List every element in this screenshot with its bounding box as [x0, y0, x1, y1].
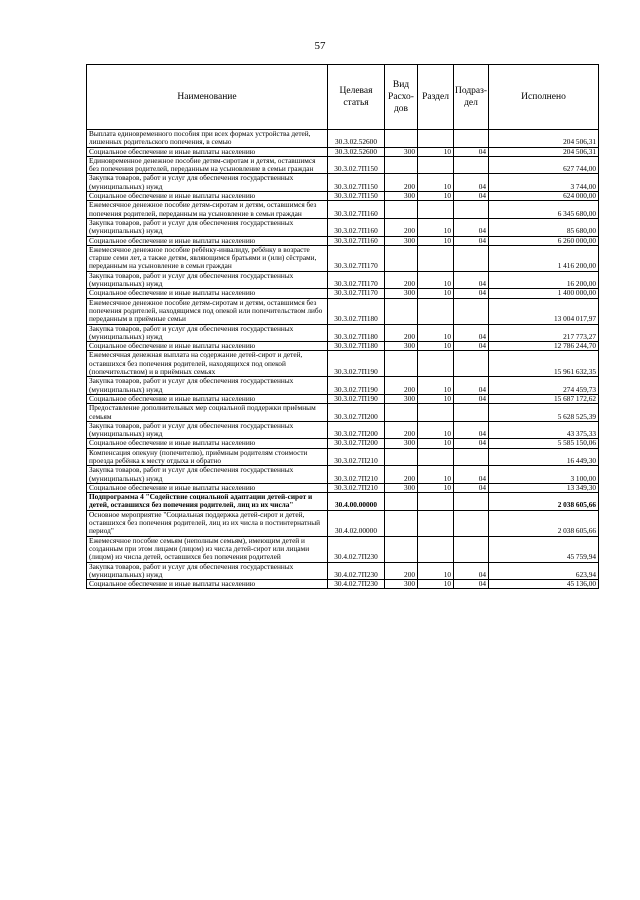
- cell-subsection: [454, 298, 489, 324]
- cell-target-article: 30.4.02.7П230: [328, 580, 385, 589]
- cell-expense-type: [385, 245, 418, 271]
- cell-target-article: 30.3.02.7П190: [328, 394, 385, 403]
- table-row: [87, 130, 599, 148]
- cell-target-article: 30.3.02.7П150: [328, 174, 385, 192]
- cell-executed: 45 759,94: [489, 536, 599, 562]
- cell-expense-type: 300: [385, 147, 418, 156]
- cell-section: 10: [418, 394, 454, 403]
- cell-section: [418, 351, 454, 377]
- table-row: [87, 377, 599, 395]
- table-row: [87, 218, 599, 236]
- cell-subsection: 04: [454, 236, 489, 245]
- table-row: [87, 404, 599, 422]
- cell-expense-type: [385, 510, 418, 536]
- cell-target-article: 30.3.02.7П180: [328, 342, 385, 351]
- cell-target-article: 30.3.02.7П190: [328, 351, 385, 377]
- cell-expense-type: 200: [385, 174, 418, 192]
- table-body: [87, 130, 599, 589]
- cell-executed: 5 585 150,06: [489, 439, 599, 448]
- cell-name: Единовременное денежное пособие детям-сиротам и детям, оставшимся без попечения родителей, переданным на усыновление в семьи граждан: [87, 156, 328, 174]
- cell-target-article: 30.4.02.7П230: [328, 536, 385, 562]
- cell-subsection: 04: [454, 289, 489, 298]
- cell-subsection: 04: [454, 147, 489, 156]
- cell-expense-type: [385, 156, 418, 174]
- cell-name: Закупка товаров, работ и услуг для обеспечения государственных (муниципальных) нужд: [87, 271, 328, 289]
- cell-section: [418, 510, 454, 536]
- table-row: [87, 351, 599, 377]
- cell-executed: 13 004 017,97: [489, 298, 599, 324]
- cell-expense-type: 200: [385, 377, 418, 395]
- cell-section: 10: [418, 289, 454, 298]
- header-subsection: Подраз-дел: [454, 65, 489, 130]
- cell-target-article: 30.3.02.7П170: [328, 271, 385, 289]
- cell-name: Закупка товаров, работ и услуг для обеспечения государственных (муниципальных) нужд: [87, 562, 328, 580]
- table-row: [87, 421, 599, 439]
- cell-target-article: 30.3.02.7П200: [328, 404, 385, 422]
- cell-subsection: 04: [454, 562, 489, 580]
- cell-executed: 3 744,00: [489, 174, 599, 192]
- cell-name: Закупка товаров, работ и услуг для обеспечения государственных (муниципальных) нужд: [87, 466, 328, 484]
- cell-name: Закупка товаров, работ и услуг для обеспечения государственных (муниципальных) нужд: [87, 377, 328, 395]
- cell-executed: 12 786 244,70: [489, 342, 599, 351]
- table-row: [87, 271, 599, 289]
- cell-expense-type: 200: [385, 421, 418, 439]
- header-target-article: Целевая статья: [328, 65, 385, 130]
- cell-subsection: 04: [454, 421, 489, 439]
- cell-expense-type: 300: [385, 342, 418, 351]
- cell-executed: 274 459,73: [489, 377, 599, 395]
- cell-section: [418, 156, 454, 174]
- cell-expense-type: 300: [385, 394, 418, 403]
- cell-name: Выплата единовременного пособия при всех формах устройства детей, лишенных родительского попечения, в семью: [87, 130, 328, 148]
- cell-section: [418, 130, 454, 148]
- cell-name: Социальное обеспечение и иные выплаты населению: [87, 236, 328, 245]
- cell-subsection: 04: [454, 174, 489, 192]
- cell-target-article: 30.3.02.7П200: [328, 439, 385, 448]
- cell-executed: 627 744,00: [489, 156, 599, 174]
- cell-subsection: [454, 156, 489, 174]
- table-row: [87, 324, 599, 342]
- cell-section: [418, 536, 454, 562]
- table-row: [87, 493, 599, 511]
- cell-name: Предоставление дополнительных мер социальной поддержки приёмным семьям: [87, 404, 328, 422]
- cell-section: 10: [418, 218, 454, 236]
- cell-expense-type: 300: [385, 439, 418, 448]
- cell-section: 10: [418, 324, 454, 342]
- cell-executed: 5 628 525,39: [489, 404, 599, 422]
- cell-section: [418, 245, 454, 271]
- cell-expense-type: 300: [385, 192, 418, 201]
- cell-name: Закупка товаров, работ и услуг для обеспечения государственных (муниципальных) нужд: [87, 218, 328, 236]
- cell-expense-type: 300: [385, 580, 418, 589]
- budget-execution-table: [86, 64, 599, 589]
- cell-section: 10: [418, 192, 454, 201]
- cell-section: [418, 493, 454, 511]
- header-expense-type: Вид Расхо-дов: [385, 65, 418, 130]
- cell-executed: 85 680,00: [489, 218, 599, 236]
- cell-subsection: [454, 404, 489, 422]
- cell-expense-type: [385, 448, 418, 466]
- table-row: [87, 536, 599, 562]
- table-row: [87, 245, 599, 271]
- cell-target-article: 30.3.02.7П210: [328, 466, 385, 484]
- cell-target-article: 30.3.02.7П150: [328, 156, 385, 174]
- cell-executed: 16 449,30: [489, 448, 599, 466]
- cell-executed: 6 260 000,00: [489, 236, 599, 245]
- cell-section: [418, 298, 454, 324]
- cell-name: Основное мероприятие "Социальная поддержка детей-сирот и детей, оставшихся без попечения родителей, лиц из их числа в постинтернатный период": [87, 510, 328, 536]
- cell-subsection: 04: [454, 377, 489, 395]
- cell-executed: 16 200,00: [489, 271, 599, 289]
- cell-name: Социальное обеспечение и иные выплаты населению: [87, 394, 328, 403]
- cell-executed: 15 961 632,35: [489, 351, 599, 377]
- cell-name: Социальное обеспечение и иные выплаты населению: [87, 147, 328, 156]
- cell-target-article: 30.3.02.7П190: [328, 377, 385, 395]
- cell-subsection: [454, 493, 489, 511]
- cell-target-article: 30.3.02.7П170: [328, 245, 385, 271]
- cell-expense-type: 200: [385, 271, 418, 289]
- cell-target-article: 30.3.02.7П160: [328, 236, 385, 245]
- cell-executed: 217 773,27: [489, 324, 599, 342]
- cell-subsection: 04: [454, 394, 489, 403]
- cell-subsection: 04: [454, 439, 489, 448]
- cell-executed: 2 038 605,66: [489, 493, 599, 511]
- cell-executed: 204 506,31: [489, 147, 599, 156]
- cell-target-article: 30.3.02.52600: [328, 130, 385, 148]
- cell-subsection: [454, 448, 489, 466]
- table-row: [87, 289, 599, 298]
- cell-section: [418, 404, 454, 422]
- table-row: [87, 147, 599, 156]
- cell-expense-type: 300: [385, 289, 418, 298]
- table-row: [87, 236, 599, 245]
- cell-name: Ежемесячное пособие семьям (неполным семьям), имеющим детей и созданным при этом лицами (лицом) из числа детей-сирот или лицами (лицом) из числа детей, оставшихся без попечения родителей: [87, 536, 328, 562]
- cell-target-article: 30.3.02.52600: [328, 147, 385, 156]
- cell-target-article: 30.3.02.7П160: [328, 218, 385, 236]
- table-row: [87, 466, 599, 484]
- cell-name: Закупка товаров, работ и услуг для обеспечения государственных (муниципальных) нужд: [87, 174, 328, 192]
- cell-name: Социальное обеспечение и иные выплаты населению: [87, 483, 328, 492]
- cell-name: Закупка товаров, работ и услуг для обеспечения государственных (муниципальных) нужд: [87, 421, 328, 439]
- cell-executed: 6 345 680,00: [489, 201, 599, 219]
- cell-expense-type: [385, 130, 418, 148]
- table-row: [87, 448, 599, 466]
- cell-section: 10: [418, 421, 454, 439]
- cell-target-article: 30.3.02.7П210: [328, 448, 385, 466]
- cell-section: 10: [418, 342, 454, 351]
- cell-subsection: 04: [454, 324, 489, 342]
- cell-target-article: 30.3.02.7П160: [328, 201, 385, 219]
- cell-expense-type: [385, 298, 418, 324]
- cell-target-article: 30.4.00.00000: [328, 493, 385, 511]
- cell-section: 10: [418, 174, 454, 192]
- cell-section: 10: [418, 439, 454, 448]
- cell-executed: 2 038 605,66: [489, 510, 599, 536]
- table-row: [87, 510, 599, 536]
- cell-subsection: [454, 351, 489, 377]
- cell-name: Социальное обеспечение и иные выплаты населению: [87, 580, 328, 589]
- cell-expense-type: 200: [385, 562, 418, 580]
- cell-target-article: 30.3.02.7П200: [328, 421, 385, 439]
- cell-section: 10: [418, 147, 454, 156]
- cell-subsection: [454, 536, 489, 562]
- cell-section: 10: [418, 466, 454, 484]
- cell-executed: 43 375,33: [489, 421, 599, 439]
- cell-name: Ежемесячное денежное пособие ребёнку-инвалиду, ребёнку в возрасте старше семи лет, а также детям, являющимся братьями и (или) сёстрами, переданным на усыновление в семьи граждан: [87, 245, 328, 271]
- cell-expense-type: 200: [385, 466, 418, 484]
- header-name: Наименование: [87, 65, 328, 130]
- cell-executed: 45 136,00: [489, 580, 599, 589]
- cell-subsection: [454, 245, 489, 271]
- cell-subsection: [454, 510, 489, 536]
- cell-section: 10: [418, 271, 454, 289]
- cell-subsection: [454, 130, 489, 148]
- cell-subsection: 04: [454, 580, 489, 589]
- cell-expense-type: 200: [385, 324, 418, 342]
- cell-subsection: 04: [454, 342, 489, 351]
- cell-expense-type: [385, 351, 418, 377]
- cell-expense-type: [385, 201, 418, 219]
- cell-section: 10: [418, 236, 454, 245]
- page-number: 57: [314, 40, 326, 52]
- cell-subsection: [454, 201, 489, 219]
- cell-executed: 13 349,30: [489, 483, 599, 492]
- cell-subsection: 04: [454, 271, 489, 289]
- cell-executed: 204 506,31: [489, 130, 599, 148]
- cell-target-article: 30.3.02.7П210: [328, 483, 385, 492]
- cell-expense-type: 300: [385, 483, 418, 492]
- cell-target-article: 30.3.02.7П180: [328, 324, 385, 342]
- cell-target-article: 30.3.02.7П180: [328, 298, 385, 324]
- cell-executed: 1 400 000,00: [489, 289, 599, 298]
- cell-expense-type: 300: [385, 236, 418, 245]
- cell-executed: 3 100,00: [489, 466, 599, 484]
- cell-name: Закупка товаров, работ и услуг для обеспечения государственных (муниципальных) нужд: [87, 324, 328, 342]
- cell-executed: 624 000,00: [489, 192, 599, 201]
- cell-section: 10: [418, 483, 454, 492]
- header-section: Раздел: [418, 65, 454, 130]
- table-row: [87, 201, 599, 219]
- cell-name: Социальное обеспечение и иные выплаты населению: [87, 192, 328, 201]
- cell-name: Подпрограмма 4 "Содействие социальной адаптации детей-сирот и детей, оставшихся без попечения родителей, лиц из их числа": [87, 493, 328, 511]
- cell-expense-type: 200: [385, 218, 418, 236]
- cell-name: Социальное обеспечение и иные выплаты населению: [87, 342, 328, 351]
- cell-target-article: 30.3.02.7П150: [328, 192, 385, 201]
- cell-name: Социальное обеспечение и иные выплаты населению: [87, 439, 328, 448]
- cell-section: 10: [418, 562, 454, 580]
- cell-expense-type: [385, 404, 418, 422]
- table-row: [87, 156, 599, 174]
- cell-name: Компенсация опекуну (попечителю), приёмным родителям стоимости проезда ребёнка к месту отдыха и обратно: [87, 448, 328, 466]
- cell-target-article: 30.4.02.00000: [328, 510, 385, 536]
- table-row: [87, 298, 599, 324]
- table-row: [87, 580, 599, 589]
- table-header: [87, 65, 599, 130]
- cell-section: 10: [418, 377, 454, 395]
- cell-expense-type: [385, 536, 418, 562]
- cell-executed: 1 416 200,00: [489, 245, 599, 271]
- cell-executed: 623,94: [489, 562, 599, 580]
- cell-target-article: 30.4.02.7П230: [328, 562, 385, 580]
- table-row: [87, 439, 599, 448]
- table-row: [87, 174, 599, 192]
- header-executed: Исполнено: [489, 65, 599, 130]
- cell-target-article: 30.3.02.7П170: [328, 289, 385, 298]
- cell-subsection: 04: [454, 466, 489, 484]
- table-row: [87, 562, 599, 580]
- cell-name: Ежемесячное денежное пособие детям-сиротам и детям, оставшимся без попечения родителей, переданным на усыновление в семьи граждан: [87, 201, 328, 219]
- cell-name: Социальное обеспечение и иные выплаты населению: [87, 289, 328, 298]
- cell-name: Ежемесячное денежное пособие детям-сиротам и детям, оставшимся без попечения родителей, находящимся под опекой или попечительством либо переданным в приёмные семьи: [87, 298, 328, 324]
- cell-executed: 15 687 172,62: [489, 394, 599, 403]
- cell-expense-type: [385, 493, 418, 511]
- cell-section: 10: [418, 580, 454, 589]
- cell-subsection: 04: [454, 192, 489, 201]
- cell-section: [418, 201, 454, 219]
- cell-name: Ежемесячная денежная выплата на содержание детей-сирот и детей, оставшихся без попечения родителей, находящихся под опекой (попечительством) и в приёмных семьях: [87, 351, 328, 377]
- cell-subsection: 04: [454, 218, 489, 236]
- cell-subsection: 04: [454, 483, 489, 492]
- cell-section: [418, 448, 454, 466]
